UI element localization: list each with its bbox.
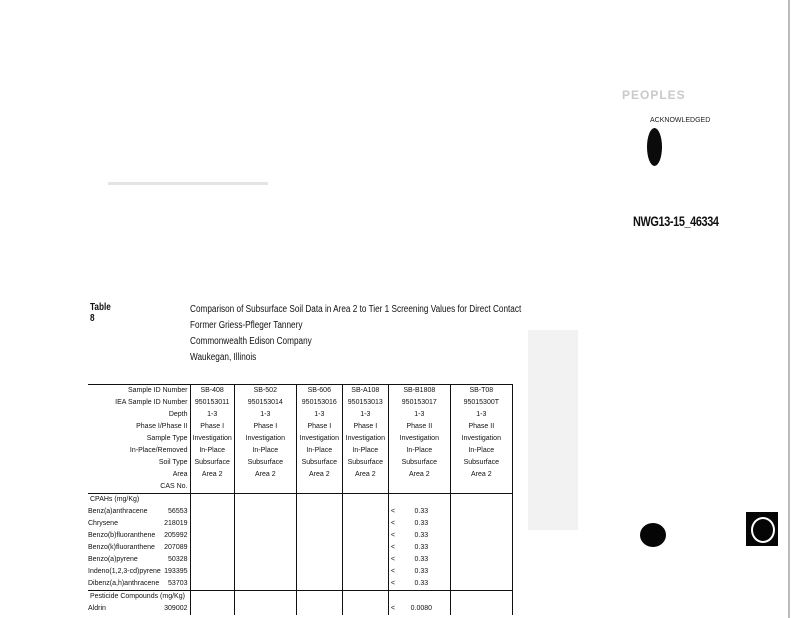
header-cell: In-Place — [388, 445, 450, 457]
analyte-name: Benz(a)anthracene — [88, 508, 148, 515]
blank-cell — [234, 603, 296, 615]
qualifier: < — [390, 508, 395, 515]
table-row — [88, 554, 512, 566]
header-cell: Subsurface — [388, 457, 450, 469]
result-value: 0.0080 — [410, 605, 433, 612]
blank-cell — [234, 554, 296, 566]
header-cell: 1-3 — [342, 409, 388, 421]
qualifier: < — [390, 568, 395, 575]
header-cell: 950153011 — [190, 397, 234, 409]
header-cell: Area 2 — [234, 469, 296, 481]
cas-number: 56553 — [168, 508, 188, 515]
result-cell — [388, 554, 450, 566]
header-cell: Area 2 — [190, 469, 234, 481]
page-edge — [788, 0, 790, 618]
header-cell: Subsurface — [450, 457, 512, 469]
blank-cell — [296, 506, 342, 518]
header-cell: Phase I — [234, 421, 296, 433]
cas-number: 53703 — [168, 580, 188, 587]
header-cell: 1-3 — [234, 409, 296, 421]
comparison-table — [88, 384, 513, 615]
header-cell: Area 2 — [296, 469, 342, 481]
analyte-cell — [88, 506, 190, 518]
title-line-4: Waukegan, Illinois — [190, 352, 257, 363]
blank-cell — [234, 494, 296, 507]
analyte-name: Benzo(k)fluoranthene — [88, 544, 155, 551]
header-cell: Subsurface — [296, 457, 342, 469]
scan-artifact — [528, 330, 578, 530]
section-row — [88, 494, 512, 507]
header-row — [88, 445, 512, 457]
analyte-cell — [88, 603, 190, 615]
header-cell: SB-T08 — [450, 385, 512, 398]
table-row — [88, 603, 512, 615]
header-cell: Phase I — [296, 421, 342, 433]
table-row — [88, 506, 512, 518]
header-label: Sample ID Number — [88, 385, 190, 398]
header-cell: 950153014 — [234, 397, 296, 409]
blank-cell — [234, 578, 296, 591]
header-cell: In-Place — [296, 445, 342, 457]
blank-cell — [450, 578, 512, 591]
oval-mark — [647, 128, 662, 166]
blank-cell — [388, 494, 450, 507]
blank-cell — [342, 530, 388, 542]
blank-cell — [388, 481, 450, 494]
header-cell: In-Place — [190, 445, 234, 457]
qualifier: < — [390, 520, 395, 527]
blank-cell — [234, 542, 296, 554]
header-cell: Investigation — [450, 433, 512, 445]
header-cell: 95015300T — [450, 397, 512, 409]
blank-cell — [296, 566, 342, 578]
header-cell: 1-3 — [450, 409, 512, 421]
header-cell: Subsurface — [342, 457, 388, 469]
header-label: IEA Sample ID Number — [115, 399, 188, 406]
blank-cell — [234, 566, 296, 578]
stamp-word: ACKNOWLEDGED — [650, 117, 711, 124]
header-label: Phase I/Phase II — [136, 423, 188, 430]
analyte-cell — [88, 566, 190, 578]
stamp-faded-text: PEOPLES — [622, 88, 686, 102]
header-row — [88, 433, 512, 445]
cas-number: 207089 — [164, 544, 188, 551]
header-label: Sample Type — [146, 435, 188, 442]
blank-cell — [450, 566, 512, 578]
header-cell: Investigation — [342, 433, 388, 445]
analyte-name: Indeno(1,2,3-cd)pyrene — [88, 568, 161, 575]
cas-header: CAS No. — [88, 481, 190, 494]
table-row — [88, 566, 512, 578]
analyte-cell — [88, 518, 190, 530]
header-cell: In-Place — [342, 445, 388, 457]
qualifier: < — [390, 556, 395, 563]
header-cell: Area 2 — [342, 469, 388, 481]
header-row — [88, 469, 512, 481]
header-row — [88, 457, 512, 469]
header-cell: In-Place — [234, 445, 296, 457]
cas-header-row — [88, 481, 512, 494]
header-cell: Subsurface — [190, 457, 234, 469]
header-label: Soil Type — [158, 459, 188, 466]
blank-cell — [342, 481, 388, 494]
result-value: 0.33 — [414, 568, 429, 575]
target-circle-mark — [746, 512, 778, 546]
analyte-name: Benzo(a)pyrene — [88, 556, 138, 563]
blank-cell — [190, 578, 234, 591]
analyte-cell — [88, 542, 190, 554]
title-line-3: Commonwealth Edison Company — [190, 336, 312, 347]
analyte-cell — [88, 530, 190, 542]
blank-cell — [342, 518, 388, 530]
header-cell: Phase II — [450, 421, 512, 433]
blank-cell — [190, 566, 234, 578]
blank-cell — [296, 518, 342, 530]
result-value: 0.33 — [414, 520, 429, 527]
blank-cell — [296, 481, 342, 494]
blank-cell — [190, 530, 234, 542]
section-title: CPAHs (mg/Kg) — [90, 496, 140, 503]
blank-cell — [450, 591, 512, 604]
result-cell — [388, 566, 450, 578]
blank-cell — [190, 494, 234, 507]
blank-cell — [450, 530, 512, 542]
blank-cell — [296, 554, 342, 566]
result-value: 0.33 — [414, 556, 429, 563]
header-cell: In-Place — [450, 445, 512, 457]
blank-cell — [450, 603, 512, 615]
blank-cell — [342, 591, 388, 604]
result-cell — [388, 542, 450, 554]
blank-cell — [342, 566, 388, 578]
header-cell: SB-606 — [296, 385, 342, 398]
result-cell — [388, 530, 450, 542]
cas-number: 218019 — [164, 520, 188, 527]
blank-cell — [190, 603, 234, 615]
result-cell — [388, 518, 450, 530]
blank-cell — [342, 554, 388, 566]
analyte-name: Chrysene — [88, 520, 118, 527]
header-cell: Phase I — [342, 421, 388, 433]
qualifier: < — [390, 544, 395, 551]
title-line-1: Comparison of Subsurface Soil Data in Area 2 to Tier 1 Screening Values for Direct Contact — [190, 304, 522, 315]
blank-cell — [296, 530, 342, 542]
blank-cell — [234, 530, 296, 542]
blank-cell — [296, 591, 342, 604]
blank-cell — [190, 481, 234, 494]
blank-cell — [234, 518, 296, 530]
blank-cell — [190, 554, 234, 566]
blank-cell — [342, 542, 388, 554]
header-cell: Subsurface — [234, 457, 296, 469]
header-cell: Investigation — [388, 433, 450, 445]
cas-number: 50328 — [168, 556, 188, 563]
blank-cell — [190, 591, 234, 604]
table-label: Table 8 — [90, 302, 111, 324]
header-cell: 1-3 — [190, 409, 234, 421]
header-cell: Investigation — [296, 433, 342, 445]
table-row — [88, 542, 512, 554]
header-cell: 950153013 — [342, 397, 388, 409]
cas-number: 309002 — [164, 605, 188, 612]
blank-cell — [296, 578, 342, 591]
result-cell — [388, 506, 450, 518]
blank-cell — [450, 494, 512, 507]
analyte-name: Aldrin — [88, 605, 106, 612]
table-row — [88, 530, 512, 542]
blank-cell — [296, 494, 342, 507]
blank-cell — [190, 506, 234, 518]
header-cell: 950153016 — [296, 397, 342, 409]
blank-cell — [234, 591, 296, 604]
blank-cell — [342, 603, 388, 615]
header-row — [88, 385, 512, 398]
result-value: 0.33 — [414, 508, 429, 515]
qualifier: < — [390, 605, 395, 612]
scan-artifact — [108, 182, 268, 185]
qualifier: < — [390, 580, 395, 587]
header-label: Area — [172, 471, 188, 478]
blank-cell — [450, 518, 512, 530]
document-id: NWG13-15_46334 — [633, 213, 719, 229]
blank-cell — [388, 591, 450, 604]
blank-cell — [234, 506, 296, 518]
blank-cell — [450, 542, 512, 554]
analyte-name: Dibenz(a,h)anthracene — [88, 580, 160, 587]
analyte-name: Benzo(b)fluoranthene — [88, 532, 156, 539]
blank-cell — [296, 603, 342, 615]
result-value: 0.33 — [414, 544, 429, 551]
result-value: 0.33 — [414, 580, 429, 587]
header-row — [88, 421, 512, 433]
header-label: In-Place/Removed — [129, 447, 188, 454]
title-lines — [190, 302, 534, 366]
header-cell: SB-408 — [190, 385, 234, 398]
table-row — [88, 578, 512, 591]
header-cell: Area 2 — [450, 469, 512, 481]
header-cell: 1-3 — [388, 409, 450, 421]
blank-cell — [296, 542, 342, 554]
header-row — [88, 409, 512, 421]
header-cell: 1-3 — [296, 409, 342, 421]
analyte-cell — [88, 578, 190, 591]
result-value: 0.33 — [414, 532, 429, 539]
blank-cell — [190, 518, 234, 530]
header-cell: SB-B1808 — [388, 385, 450, 398]
table-row — [88, 518, 512, 530]
header-cell: Phase II — [388, 421, 450, 433]
header-label: Depth — [168, 411, 188, 418]
title-line-2: Former Griess-Pfleger Tannery — [190, 320, 303, 331]
analyte-cell — [88, 554, 190, 566]
blank-cell — [342, 506, 388, 518]
blank-cell — [342, 578, 388, 591]
cas-number: 193395 — [164, 568, 188, 575]
blank-cell — [450, 554, 512, 566]
header-cell: Area 2 — [388, 469, 450, 481]
section-row — [88, 591, 512, 604]
header-cell: 950153017 — [388, 397, 450, 409]
header-cell: Investigation — [234, 433, 296, 445]
blank-cell — [190, 542, 234, 554]
cas-number: 205992 — [164, 532, 188, 539]
section-title: Pesticide Compounds (mg/Kg) — [88, 591, 190, 604]
filled-circle-mark — [640, 523, 666, 547]
blank-cell — [342, 494, 388, 507]
blank-cell — [450, 506, 512, 518]
header-cell: Investigation — [190, 433, 234, 445]
header-cell: SB-502 — [234, 385, 296, 398]
result-cell — [388, 603, 450, 615]
blank-cell — [234, 481, 296, 494]
header-row — [88, 397, 512, 409]
header-cell: Phase I — [190, 421, 234, 433]
blank-cell — [450, 481, 512, 494]
result-cell — [388, 578, 450, 591]
header-cell: SB-A108 — [342, 385, 388, 398]
qualifier: < — [390, 532, 395, 539]
